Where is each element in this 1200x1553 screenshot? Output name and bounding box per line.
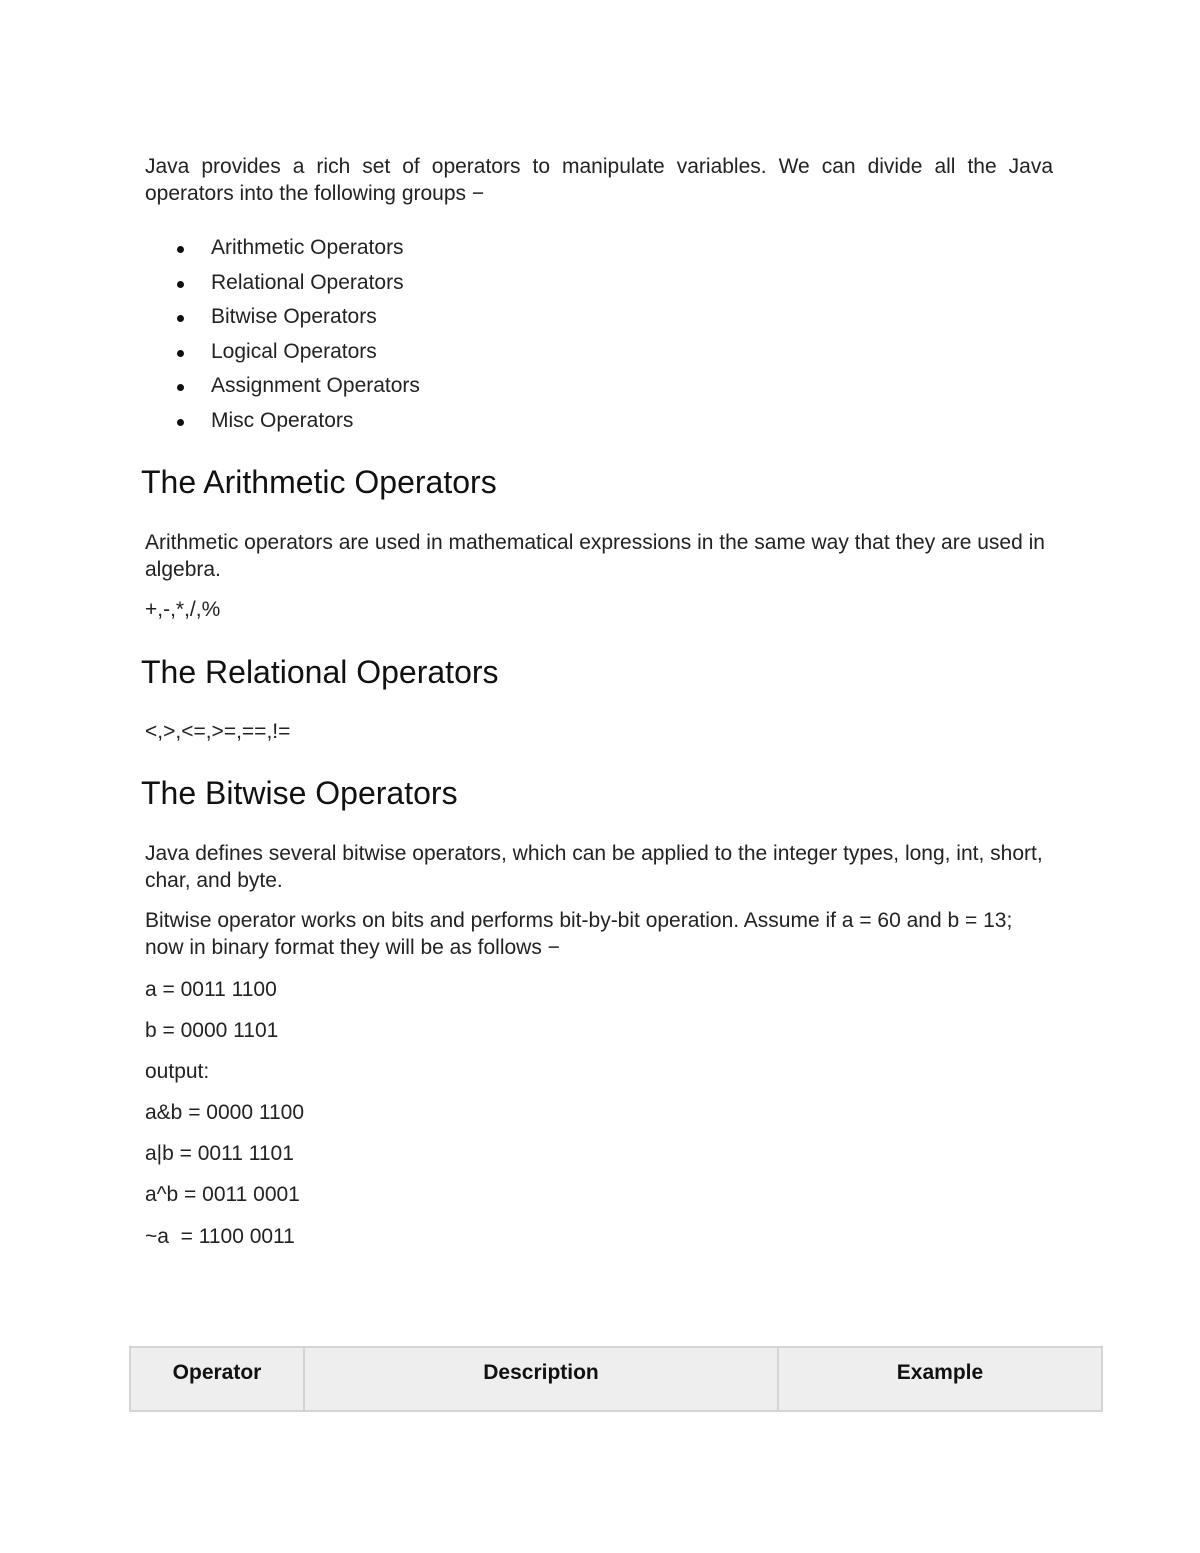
bitwise-description: Java defines several bitwise operators, which can be applied to the integer types, long, int, short, char, and byte.: [145, 842, 1043, 892]
bitwise-line-output: output:: [145, 1060, 210, 1083]
bitwise-line-and: a&b = 0000 1100: [145, 1101, 305, 1124]
arithmetic-description: Arithmetic operators are used in mathematical expressions in the same way that they are used in algebra.: [145, 531, 1045, 581]
table-header-operator: Operator: [131, 1348, 305, 1410]
arithmetic-heading: The Arithmetic Operators: [141, 464, 497, 500]
list-item: Logical Operators: [172, 337, 420, 372]
bitwise-line-or: a|b = 0011 1101: [145, 1142, 294, 1165]
list-item: Relational Operators: [172, 268, 420, 303]
list-item: Bitwise Operators: [172, 302, 420, 337]
bitwise-line-xor: a^b = 0011 0001: [145, 1183, 300, 1206]
bitwise-explanation: Bitwise operator works on bits and performs bit-by-bit operation. Assume if a = 60 and b = 13; now in binary format they will be as follows −: [145, 909, 1013, 959]
table-header-example: Example: [896, 1361, 984, 1384]
table-header-description: Description: [305, 1348, 779, 1410]
relational-operators: <,>,<=,>=,==,!=: [145, 720, 291, 743]
list-item: Misc Operators: [172, 406, 420, 441]
list-item: Arithmetic Operators: [172, 233, 420, 268]
relational-heading: The Relational Operators: [141, 654, 499, 690]
operators-table: [129, 1346, 1103, 1412]
operator-group-list: [172, 233, 420, 440]
intro-paragraph: Java provides a rich set of operators to manipulate variables. We can divide all the Java operators into the following groups −: [145, 155, 1053, 205]
list-item: Assignment Operators: [172, 371, 420, 406]
bitwise-line-not: ~a = 1100 0011: [145, 1225, 295, 1248]
bitwise-line-b: b = 0000 1101: [145, 1019, 279, 1042]
arithmetic-operators: +,-,*,/,%: [145, 598, 221, 621]
bitwise-line-a: a = 0011 1100: [145, 978, 277, 1001]
bitwise-heading: The Bitwise Operators: [141, 775, 458, 811]
